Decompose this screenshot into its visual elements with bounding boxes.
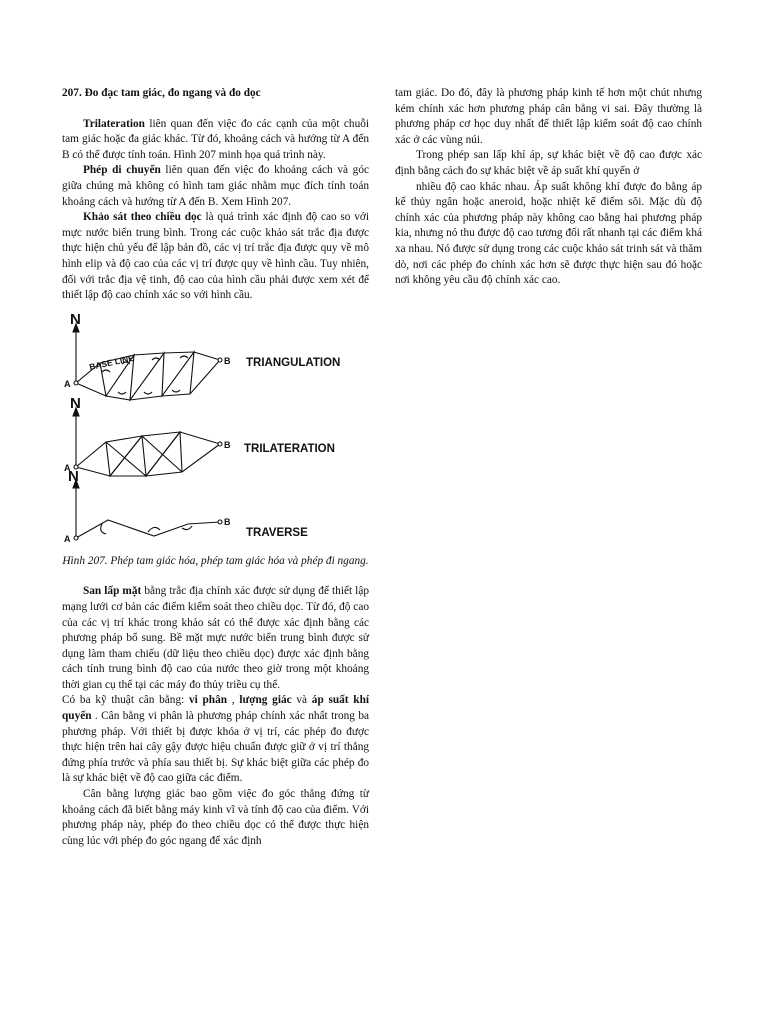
paragraph-text: là quá trình xác định độ cao so với mực nước biển trung bình. Trong các cuộc khảo sát trắc địa được thực hiện chủ yếu để lập bản đồ, các vị trí trắc địa được quy về mô hình elip và độ cao của các vị trí được quy về hình cầu. Tuy nhiên, đối với trắc địa vệ tinh, độ cao của hình cầu phải được xem xét để thiết lập độ cao chính xác so với hình cầu. bbox=[62, 211, 369, 302]
point-a-label: A bbox=[64, 533, 71, 544]
paragraph-three-techniques bbox=[62, 693, 369, 787]
point-b-label: B bbox=[224, 439, 231, 450]
north-label: N bbox=[70, 310, 81, 328]
figure-207-illustration bbox=[62, 310, 369, 548]
term-trigonometric: lượng giác bbox=[239, 694, 292, 707]
north-label: N bbox=[70, 394, 81, 412]
paragraph-text: , bbox=[227, 694, 240, 707]
paragraph-text: Có ba kỹ thuật cân bằng: bbox=[62, 694, 189, 707]
paragraph-barometric-cont: nhiều độ cao khác nhau. Áp suất không khí được đo bằng áp kế thủy ngân hoặc aneroid, hoặc nhiệt kế điểm sôi. Mặc dù độ chính xác của phương pháp này không cao bằng hai phương pháp kia, nhưng nó thu được độ cao tương đối rất nhanh tại các điểm khá xa nhau. Nó được sử dụng trong các cuộc khảo sát trinh sát và thăm dò, nơi các phép đo chính xác hơn sẽ được thực hiện sau đó hoặc nơi không yêu cầu độ chính xác cao. bbox=[395, 180, 702, 287]
point-a-label: A bbox=[64, 378, 71, 389]
paragraph-continued: tam giác. Do đó, đây là phương pháp kinh tế hơn một chút nhưng kém chính xác hơn phương pháp cân bằng vi sai. Đây thường là phương pháp cơ học duy nhất để thiết lập kiểm soát độ cao chính xác ở các vùng núi. bbox=[395, 87, 702, 146]
term-barometric: áp suất khí quyển bbox=[62, 694, 370, 723]
paragraph-trig-leveling: Cân bằng lượng giác bao gồm việc đo góc thẳng đứng từ khoảng cách đã biết bằng máy kinh vĩ và tính độ cao của điểm. Với phương pháp này, phép đo theo chiều dọc có thể được thực hiện cùng lúc với phép đo góc ngang để xác định bbox=[62, 788, 369, 847]
paragraph-text: liên quan đến việc đo khoảng cách và góc giữa chúng mà không có hình tam giác nhằm mục đích tính toán khoảng cách và hướng từ A đến B. Xem Hình 207. bbox=[62, 164, 369, 208]
point-a-label: A bbox=[64, 462, 71, 473]
term-differential: vi phân bbox=[188, 694, 228, 707]
point-b-label: B bbox=[224, 516, 231, 527]
traverse-label: TRAVERSE bbox=[246, 526, 308, 539]
paragraph-leveling bbox=[62, 584, 369, 693]
term-traverse: Phép di chuyển bbox=[83, 164, 161, 177]
paragraph-traverse bbox=[62, 163, 369, 210]
right-column bbox=[395, 86, 702, 289]
left-column bbox=[62, 86, 369, 849]
paragraph-text: bằng trắc địa chính xác được sử dụng để thiết lập mạng lưới cơ bản các điểm kiểm soát theo chiều dọc. Từ đó, độ cao của các vị trí khác trong khảo sát có thể được xác định bằng các phương pháp bổ sung. Bề mặt mực nước biển trung bình được sử dụng làm tham chiếu (dữ liệu theo chiều dọc) được xác định bằng cách tính trung bình độ cao của nước theo giờ trong một khoảng thời gian cụ thể tại các máy đo thủy triều cụ thể. bbox=[62, 585, 369, 691]
paragraph-text: liên quan đến việc đo các cạnh của một chuỗi tam giác hoặc đa giác khác. Từ đó, khoảng cách và hướng từ A đến B có thể được tính toán. Hình 207 minh họa quá trình này. bbox=[62, 117, 369, 161]
base-line-label: BASE LINE bbox=[88, 352, 135, 372]
section-heading: 207. Đo đạc tam giác, đo ngang và đo dọc bbox=[62, 87, 261, 99]
paragraph-text: . Cân bằng vi phân là phương pháp chính xác nhất trong ba phương pháp. Với thiết bị được khóa ở vị trí, các phép đo được thực hiện trên hai cây gậy được hiệu chuẩn được giữ ở vị trí thẳng đứng phía trước và phía sau thiết bị. Sự khác biệt giữa các phép đo là sự khác biệt về độ cao giữa các điểm. bbox=[62, 710, 369, 785]
paragraph-text: và bbox=[291, 694, 312, 707]
traverse-diagram bbox=[73, 480, 222, 540]
figure-caption: Hình 207. Phép tam giác hóa, phép tam giác hóa và phép đi ngang. bbox=[62, 554, 369, 567]
paragraph-vertical-survey bbox=[62, 210, 369, 304]
north-label: N bbox=[68, 467, 79, 485]
term-leveling: San lấp mặt bbox=[83, 585, 142, 598]
term-vertical-survey: Khảo sát theo chiều dọc bbox=[83, 211, 202, 224]
paragraph-trilateration bbox=[62, 117, 369, 164]
figure-207 bbox=[62, 310, 369, 548]
trilateration-diagram bbox=[73, 408, 222, 476]
paragraph-barometric: Trong phép san lấp khí áp, sự khác biệt về độ cao được xác định bằng cách đo sự khác biệt về áp suất khí quyển ở bbox=[395, 149, 702, 177]
term-trilateration: Trilateration bbox=[83, 117, 145, 130]
trilateration-label: TRILATERATION bbox=[244, 442, 335, 455]
triangulation-label: TRIANGULATION bbox=[246, 356, 341, 369]
point-b-label: B bbox=[224, 355, 231, 366]
